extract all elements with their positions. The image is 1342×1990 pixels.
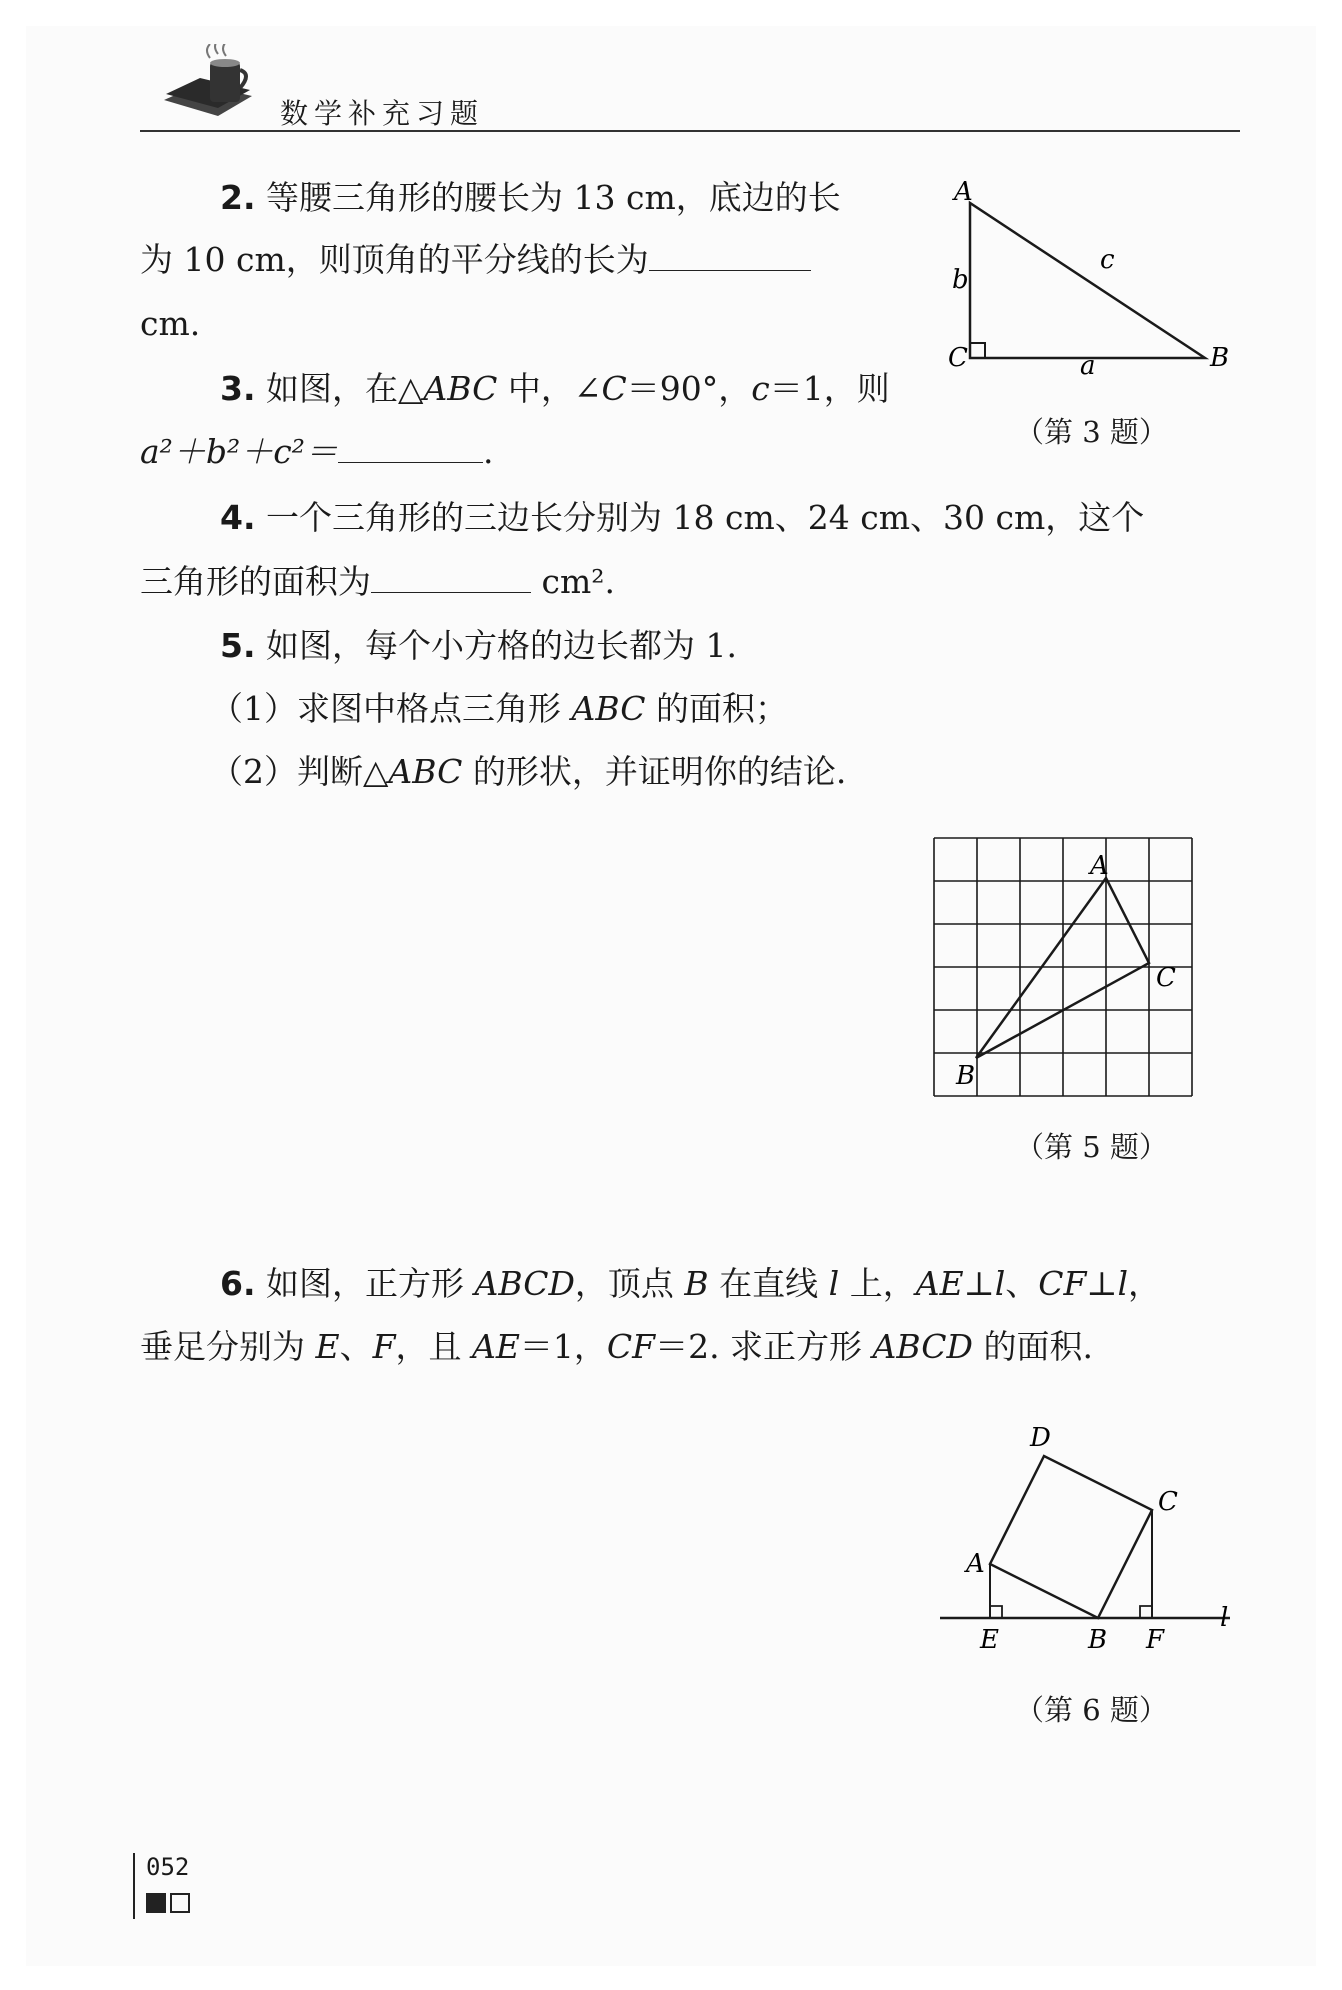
figure-3-caption: （第 3 题） bbox=[1015, 415, 1168, 449]
q6-t1h: AE bbox=[915, 1264, 964, 1303]
fig3-side-a: a bbox=[1080, 351, 1096, 378]
figure-5-caption: （第 5 题） bbox=[1015, 1130, 1168, 1164]
q5-sub-1 bbox=[210, 689, 788, 729]
fig3-side-b: b bbox=[952, 265, 969, 295]
q3-text-e: ＝90°， bbox=[626, 369, 752, 408]
header-rule bbox=[140, 130, 1240, 132]
q3-text-d: C bbox=[601, 369, 627, 408]
fig5-label-a: A bbox=[1090, 851, 1109, 881]
figure-5-grid-triangle bbox=[930, 830, 1220, 1110]
header-title: 数学补充习题 bbox=[280, 97, 485, 130]
q3-text-f: c bbox=[751, 369, 770, 408]
fig6-label-l: l bbox=[1220, 1603, 1229, 1633]
q2-number: 2. bbox=[220, 178, 256, 217]
q6-t1j: l bbox=[994, 1264, 1006, 1303]
q6-t2f: AE bbox=[472, 1327, 520, 1366]
q4-answer-blank[interactable] bbox=[371, 564, 531, 593]
q4-line-1 bbox=[220, 498, 1144, 538]
q3-text-b: ABC bbox=[423, 369, 498, 408]
fig3-side-c: c bbox=[1100, 245, 1115, 275]
fig5-label-b: B bbox=[956, 1061, 976, 1091]
q6-t1l: CF bbox=[1038, 1264, 1087, 1303]
q5-sub1-b: ABC bbox=[571, 689, 646, 728]
q4-unit: cm². bbox=[541, 562, 615, 601]
q4-text-2: 三角形的面积为 bbox=[140, 562, 371, 601]
q6-t1k: 、 bbox=[1005, 1264, 1039, 1303]
fig6-label-c: C bbox=[1158, 1487, 1178, 1517]
q5-sub-2 bbox=[210, 752, 846, 792]
square-abcd bbox=[990, 1456, 1152, 1618]
q5-sub2-c: 的形状，并证明你的结论. bbox=[462, 752, 847, 791]
q2-answer-blank[interactable] bbox=[649, 242, 811, 271]
q6-number: 6. bbox=[220, 1264, 256, 1303]
q4-number: 4. bbox=[220, 498, 256, 537]
right-angle-mark bbox=[970, 343, 985, 358]
q6-line-1 bbox=[220, 1264, 1161, 1304]
q5-number: 5. bbox=[220, 626, 256, 665]
figure-6-square-on-line bbox=[930, 1410, 1240, 1670]
q3-text-g: ＝1，则 bbox=[769, 369, 890, 408]
q3-period: . bbox=[482, 432, 494, 471]
q3-line-1 bbox=[220, 369, 890, 409]
q3-text-a: 如图，在△ bbox=[266, 369, 424, 408]
q2-line-2 bbox=[140, 240, 811, 280]
q6-t1b: ABCD bbox=[474, 1264, 575, 1303]
q5-sub2-a: （2）判断△ bbox=[210, 752, 389, 791]
q2-text-1: 等腰三角形的腰长为 13 cm，底边的长 bbox=[266, 178, 841, 217]
right-angle-f bbox=[1140, 1606, 1152, 1618]
fig3-label-b: B bbox=[1210, 343, 1230, 373]
q2-text-3: cm. bbox=[140, 304, 201, 343]
q4-text-1: 一个三角形的三边长分别为 18 cm、24 cm、30 cm，这个 bbox=[266, 498, 1145, 537]
filled-square-icon bbox=[146, 1893, 166, 1913]
q3-equation: a²＋b²＋c²＝ bbox=[140, 432, 338, 471]
q6-t1c: ，顶点 bbox=[574, 1264, 685, 1303]
empty-square-icon bbox=[170, 1893, 190, 1913]
fig3-label-c: C bbox=[948, 343, 968, 373]
fig6-label-a: A bbox=[966, 1549, 985, 1579]
q4-line-2 bbox=[140, 562, 615, 602]
coffee-cup-and-books-icon bbox=[160, 44, 260, 120]
q5-line-1 bbox=[220, 626, 737, 666]
right-angle-e bbox=[990, 1606, 1002, 1618]
figure-3-right-triangle bbox=[940, 168, 1240, 378]
q6-t2d: F bbox=[372, 1327, 396, 1366]
q5-text-1: 如图，每个小方格的边长都为 1. bbox=[266, 626, 737, 665]
fig6-label-e: E bbox=[980, 1625, 999, 1655]
q6-t2b: E bbox=[315, 1327, 340, 1366]
q6-t1d: B bbox=[684, 1264, 709, 1303]
fig5-label-c: C bbox=[1156, 963, 1176, 993]
q6-t2e: ，且 bbox=[395, 1327, 472, 1366]
q5-sub1-c: 的面积； bbox=[645, 689, 788, 728]
fig6-label-f: F bbox=[1146, 1625, 1165, 1655]
q6-t2g: ＝1， bbox=[519, 1327, 607, 1366]
q6-t1m: ⊥ bbox=[1086, 1264, 1118, 1303]
triangle-abc bbox=[970, 203, 1205, 358]
fig6-label-b: B bbox=[1088, 1625, 1108, 1655]
q6-t2k: 的面积. bbox=[972, 1327, 1093, 1366]
q6-t2h: CF bbox=[606, 1327, 656, 1366]
q3-line-2 bbox=[140, 432, 493, 472]
figure-6-caption: （第 6 题） bbox=[1015, 1693, 1168, 1727]
q2-text-2: 为 10 cm，则顶角的平分线的长为 bbox=[140, 240, 649, 279]
q6-t1g: 上， bbox=[839, 1264, 916, 1303]
q6-t2c: 、 bbox=[339, 1327, 373, 1366]
page-number-bar bbox=[133, 1853, 135, 1919]
fig3-label-a: A bbox=[954, 177, 973, 207]
q6-t1o: ， bbox=[1128, 1264, 1162, 1303]
q5-sub2-b: ABC bbox=[388, 752, 463, 791]
q3-answer-blank[interactable] bbox=[338, 434, 483, 463]
q6-t2a: 垂足分别为 bbox=[140, 1327, 316, 1366]
q6-t1a: 如图，正方形 bbox=[266, 1264, 475, 1303]
q3-text-c: 中，∠ bbox=[497, 369, 602, 408]
q6-t1f: l bbox=[828, 1264, 840, 1303]
q5-sub1-a: （1）求图中格点三角形 bbox=[210, 689, 572, 728]
fig6-label-d: D bbox=[1030, 1423, 1051, 1453]
q2-line-3 bbox=[140, 304, 200, 344]
q6-t2j: ABCD bbox=[872, 1327, 973, 1366]
q6-t1e: 在直线 bbox=[708, 1264, 829, 1303]
q6-line-2 bbox=[140, 1327, 1093, 1367]
q6-t2i: ＝2. 求正方形 bbox=[655, 1327, 873, 1366]
grid-lines bbox=[934, 838, 1192, 1096]
q6-t1n: l bbox=[1117, 1264, 1129, 1303]
q2-line-1 bbox=[220, 178, 841, 218]
q3-number: 3. bbox=[220, 369, 256, 408]
q6-t1i: ⊥ bbox=[963, 1264, 995, 1303]
page-number: 052 bbox=[146, 1853, 190, 1881]
